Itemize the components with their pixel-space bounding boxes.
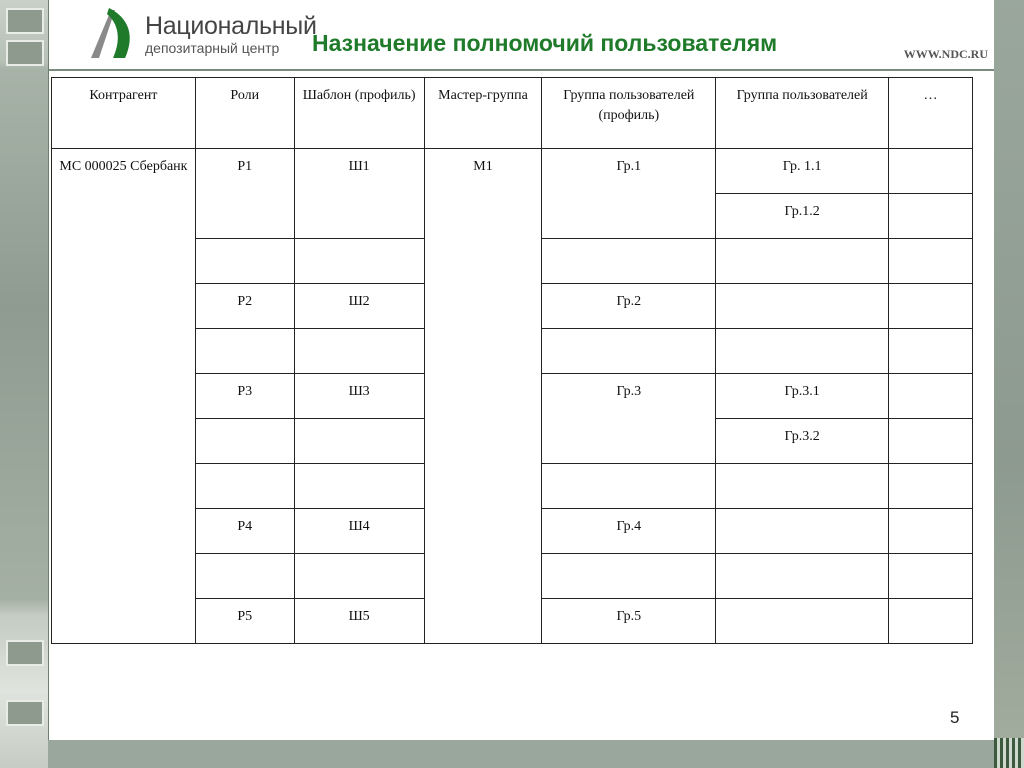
logo-name: Национальный: [145, 12, 317, 40]
header-counterparty: Контрагент: [52, 78, 196, 149]
subgroup-cell: [716, 329, 889, 374]
template-cell: Ш1: [294, 149, 424, 239]
window-decoration: [6, 8, 44, 34]
role-cell: [195, 554, 294, 599]
group-cell: [542, 329, 716, 374]
role-cell: Р5: [195, 599, 294, 644]
subgroup-cell: Гр. 1.1: [716, 149, 889, 194]
header-template: Шаблон (профиль): [294, 78, 424, 149]
extra-cell: [889, 419, 973, 464]
group-cell: [542, 239, 716, 284]
subgroup-cell: [716, 599, 889, 644]
subgroup-cell: [716, 239, 889, 284]
master-group-cell: М1: [424, 149, 542, 644]
header-user-group-profile: Группа пользователей (профиль): [542, 78, 716, 149]
subgroup-cell: Гр.3.2: [716, 419, 889, 464]
subgroup-cell: Гр.3.1: [716, 374, 889, 419]
extra-cell: [889, 194, 973, 239]
table-row: [52, 149, 973, 194]
role-cell: Р4: [195, 509, 294, 554]
extra-cell: [889, 149, 973, 194]
permissions-table: [51, 77, 973, 644]
extra-cell: [889, 239, 973, 284]
role-cell: [195, 329, 294, 374]
bottom-right-photo: [994, 738, 1024, 768]
group-cell: [542, 464, 716, 509]
subgroup-cell: [716, 554, 889, 599]
logo-icon: [85, 6, 137, 60]
site-url: WWW.NDC.RU: [903, 47, 988, 61]
template-cell: Ш3: [294, 374, 424, 419]
subgroup-cell: Гр.1.2: [716, 194, 889, 239]
slide-header: [49, 0, 994, 70]
template-cell: Ш5: [294, 599, 424, 644]
extra-cell: [889, 284, 973, 329]
group-cell: Гр.1: [542, 149, 716, 239]
extra-cell: [889, 554, 973, 599]
subgroup-cell: [716, 509, 889, 554]
template-cell: Ш2: [294, 284, 424, 329]
template-cell: Ш4: [294, 509, 424, 554]
extra-cell: [889, 509, 973, 554]
role-cell: [195, 464, 294, 509]
template-cell: [294, 419, 424, 464]
bottom-strip: [48, 739, 994, 768]
window-decoration: [6, 700, 44, 726]
header-master-group: Мастер-группа: [424, 78, 542, 149]
group-cell: Гр.3: [542, 374, 716, 464]
header-more: …: [889, 78, 973, 149]
role-cell: Р1: [195, 149, 294, 239]
window-decoration: [6, 40, 44, 66]
page-title: Назначение полномочий пользователям: [312, 30, 778, 56]
group-cell: Гр.5: [542, 599, 716, 644]
template-cell: [294, 464, 424, 509]
role-cell: Р2: [195, 284, 294, 329]
header-divider: [49, 69, 994, 71]
extra-cell: [889, 329, 973, 374]
header-roles: Роли: [195, 78, 294, 149]
role-cell: Р3: [195, 374, 294, 419]
group-cell: Гр.2: [542, 284, 716, 329]
template-cell: [294, 239, 424, 284]
header-user-group: Группа пользователей: [716, 78, 889, 149]
subgroup-cell: [716, 284, 889, 329]
group-cell: Гр.4: [542, 509, 716, 554]
extra-cell: [889, 599, 973, 644]
role-cell: [195, 239, 294, 284]
slide: [49, 0, 994, 740]
extra-cell: [889, 374, 973, 419]
right-strip: [993, 0, 1024, 768]
window-decoration: [6, 640, 44, 666]
page-number: 5: [950, 708, 960, 727]
logo-subtitle: депозитарный центр: [145, 40, 280, 56]
group-cell: [542, 554, 716, 599]
counterparty-cell: МС 000025 Сбербанк: [52, 149, 196, 644]
left-photo-strip: [0, 0, 49, 768]
table-header-row: [52, 78, 973, 149]
template-cell: [294, 554, 424, 599]
subgroup-cell: [716, 464, 889, 509]
role-cell: [195, 419, 294, 464]
template-cell: [294, 329, 424, 374]
extra-cell: [889, 464, 973, 509]
